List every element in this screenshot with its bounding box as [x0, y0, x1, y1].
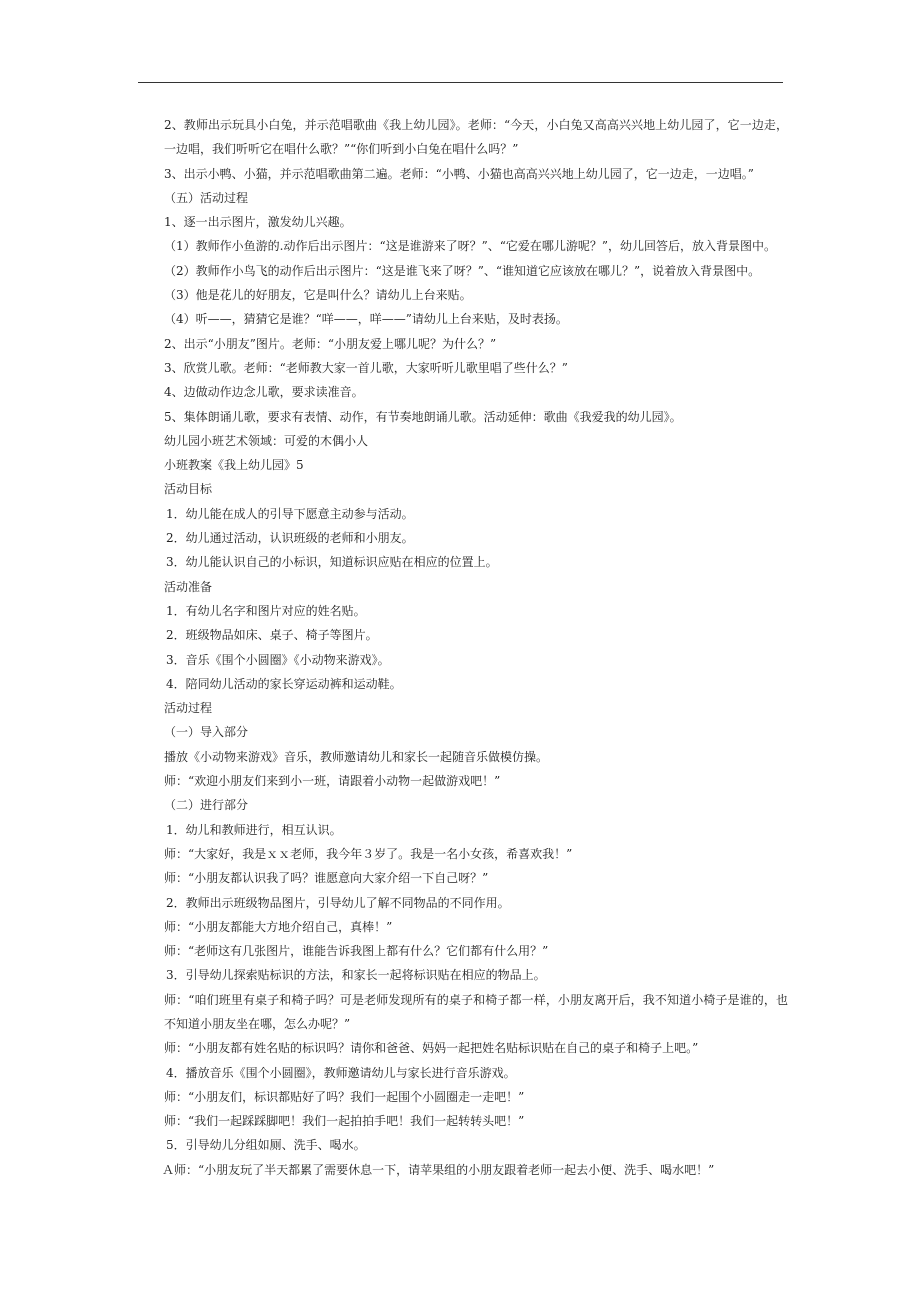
text-line: 活动准备 [164, 579, 213, 594]
text-line: 2．班级物品如床、桌子、椅子等图片。 [166, 628, 378, 643]
text-line: 师：“老师这有几张图片，谁能告诉我图上都有什么？它们都有什么用？” [164, 944, 549, 959]
text-line: 1、逐一出示图片，激发幼儿兴趣。 [164, 215, 352, 230]
text-line: 师：“小朋友都能大方地介绍自己，真棒！” [164, 919, 393, 934]
text-line: （二）进行部分 [164, 798, 249, 813]
text-line: 3．引导幼儿探索贴标识的方法，和家长一起将标识贴在相应的物品上。 [166, 968, 546, 983]
text-line: 3、出示小鸭、小猫，并示范唱歌曲第二遍。老师：“小鸭、小猫也高高兴兴地上幼儿园了，它一边走，一边唱。” [164, 166, 754, 181]
text-line: 2．幼儿通过活动，认识班级的老师和小朋友。 [166, 531, 414, 546]
text-line: 师：“欢迎小朋友们来到小一班，请跟着小动物一起做游戏吧！” [164, 774, 501, 789]
text-line: 1．有幼儿名字和图片对应的姓名贴。 [166, 603, 366, 618]
text-line: 1．幼儿和教师进行，相互认识。 [166, 822, 342, 837]
text-line: 2．教师出示班级物品图片，引导幼儿了解不同物品的不同作用。 [166, 895, 510, 910]
text-line: 3、欣赏儿歌。老师：“老师教大家一首儿歌，大家听听儿歌里唱了些什么？” [164, 360, 568, 375]
header-rule [138, 82, 783, 83]
text-line: 活动目标 [164, 482, 213, 497]
text-line: 活动过程 [164, 701, 213, 716]
text-line: 5．引导幼儿分组如厕、洗手、喝水。 [166, 1138, 366, 1153]
document-body [138, 113, 788, 1182]
text-line: Ａ师：“小朋友玩了半天都累了需要休息一下，请苹果组的小朋友跟着老师一起去小便、洗手、喝水吧！” [162, 1162, 715, 1177]
text-line: 师：“我们一起踩踩脚吧！我们一起拍拍手吧！我们一起转转头吧！” [164, 1114, 525, 1129]
text-line: （一）导入部分 [164, 725, 249, 740]
text-line: 师：“小朋友们，标识都贴好了吗？我们一起围个小圆圈走一走吧！” [164, 1089, 525, 1104]
text-line: 4．陪同幼儿活动的家长穿运动裤和运动鞋。 [166, 676, 402, 691]
text-line: （4）听——，猜猜它是谁？“咩——，咩——”请幼儿上台来贴，及时表扬。 [164, 312, 568, 327]
text-line: 3．幼儿能认识自己的小标识，知道标识应贴在相应的位置上。 [166, 555, 498, 570]
text-line: 师：“小朋友都有姓名贴的标识吗？请你和爸爸、妈妈一起把姓名贴标识贴在自己的桌子和椅子上吧。” [164, 1041, 699, 1056]
text-line: 2、教师出示玩具小白兔，并示范唱歌曲《我上幼儿园》。老师：“今天，小白兔又高高兴兴地上幼儿园了，它一边走，一边唱，我们听听它在唱什么歌？”“你们听到小白兔在唱什么吗？” [164, 118, 788, 157]
text-line: （1）教师作小鱼游的.动作后出示图片：“这是谁游来了呀？”、“它爱在哪儿游呢？”，幼儿回答后，放入背景图中。 [164, 239, 776, 254]
text-line: 1．幼儿能在成人的引导下愿意主动参与活动。 [166, 506, 414, 521]
text-line: （3）他是花儿的好朋友，它是叫什么？请幼儿上台来贴。 [164, 288, 472, 303]
text-line: （2）教师作小鸟飞的动作后出示图片：“这是谁飞来了呀？”、“谁知道它应该放在哪儿？”，说着放入背景图中。 [164, 263, 761, 278]
text-line: 幼儿园小班艺术领域：可爱的木偶小人 [164, 433, 369, 448]
text-line: 4、边做动作边念儿歌，要求读准音。 [164, 385, 364, 400]
text-line: （五）活动过程 [164, 190, 249, 205]
text-line: 师：“小朋友都认识我了吗？谁愿意向大家介绍一下自己呀？” [164, 871, 489, 886]
text-line: 师：“大家好，我是ｘｘ老师，我今年３岁了。我是一名小女孩，希喜欢我！” [164, 846, 573, 861]
text-line: 4．播放音乐《围个小圆圈》，教师邀请幼儿与家长进行音乐游戏。 [166, 1065, 516, 1080]
text-line: 小班教案《我上幼儿园》5 [164, 458, 304, 473]
text-line: 师：“咱们班里有桌子和椅子吗？可是老师发现所有的桌子和椅子都一样，小朋友离开后，我不知道小椅子是谁的，也不知道小朋友坐在哪，怎么办呢？” [164, 992, 788, 1031]
text-line: 2、出示“小朋友”图片。老师：“小朋友爱上哪儿呢？为什么？” [164, 336, 497, 351]
text-line: 3．音乐《围个小圆圈》《小动物来游戏》。 [166, 652, 390, 667]
text-line: 播放《小动物来游戏》音乐，教师邀请幼儿和家长一起随音乐做模仿操。 [164, 749, 549, 764]
text-line: 5、集体朗诵儿歌，要求有表情、动作，有节奏地朗诵儿歌。活动延伸：歌曲《我爱我的幼儿园》。 [164, 409, 682, 424]
